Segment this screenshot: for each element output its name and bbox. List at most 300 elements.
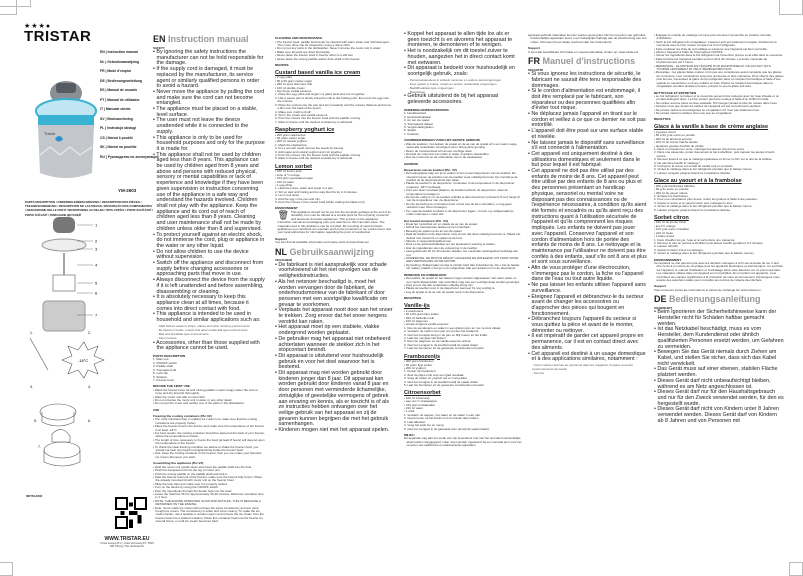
subheading: Support [275, 236, 287, 241]
ice-cream-maker-photo [32, 55, 100, 185]
figure-number: 2. [88, 331, 91, 335]
safety-bullet: • Beim Ignorieren der Sicherheitshinweise kann der Hersteller nicht für Schäden haftbar gemacht werden. [654, 310, 784, 327]
language-entry: PL | Instrukcja obsługi [100, 126, 137, 130]
text-line: • 60 gram fijne suiker [404, 362, 433, 367]
safety-bullet: • Il est impératif de garder cet appareil propre en permanence, car il est en contact direct avec des aliments. [528, 334, 648, 351]
instruction-bullet: • For best results, the cooling container should be placed at the back of your freezer, where the temperature is lowest. [153, 432, 265, 439]
text-line: • 100 ml double cream [275, 85, 305, 90]
text-line: • 200 ml semi skimmed milk [275, 82, 313, 87]
instruction-bullet: • OPMERKING: DE MOTOR DRAAIT LANGZAAM EN RATELEND, DIT KOMT DOOR EEN VERTRAGING OP DE MOTOR. [404, 257, 522, 264]
svg-text:Tristar: Tristar [44, 131, 56, 136]
text-line: U kunt alle beschikbare informatie en reserveonderdelen vinden op: www.tristar.eu! [528, 49, 639, 54]
instruction-bullet: • Faire coulisser les clips de verrouillage et s'assurer que l'appareil est bien verrouillé. [654, 48, 784, 51]
safety-bullet: • Dieses Gerät darf nicht unbeaufsichtigt bleiben, während es am Netz angeschlossen ist. [654, 379, 784, 390]
subheading: RECEPTEN [404, 296, 421, 301]
svg-text:-18°C: -18°C [78, 358, 89, 363]
text-line: 5. Verser le mélange dans le bol réfrigérant (pendant que le batteur tourne). [654, 251, 755, 256]
sub-bullet: - Boerderijen. [404, 90, 522, 94]
language-entry: EN | Instruction manual [100, 50, 138, 54]
language-entry: SK | Návod na použitie [100, 145, 137, 149]
instruction-bullet: • Leave the machine ON for approximately 20-40 minutes. Maximum operation time is 1 hour. [153, 493, 265, 500]
section-title-text: Manuel d'instructions [542, 56, 636, 67]
text-line: • 200 ml de lait demi écrémé [654, 136, 692, 141]
part-number: 7 [95, 312, 98, 318]
text-line: • 210 g de sucre cristallisé [654, 227, 689, 232]
text-line: 4. Laat het mengsel niet koken! [404, 335, 446, 340]
instruction-bullet: • Never place the mixing paddle and/or drive shaft in the freezer. [275, 58, 393, 61]
recipe-title: Lemon sorbet [275, 163, 312, 170]
text-line: • 2 eierdooiers [404, 308, 424, 313]
section-label: VEILIGHEID [275, 258, 293, 263]
safety-bullet: • This appliance shall not be used by children aged less than 8 years. This appliance can be used by children aged from 8 years and above and persons with reduced physical, sensory or mental capabilities or lack of experience and knowledge if they have been given supervision or instruction concerning use of the appliance in a safe way and understand the hazards involved. Children shall not play with the appliance. Keep the appliance and its cord out of reach of children aged less than 8 years. Cleaning and user maintenance shall not be made by children unless older than 8 and supervised. [153, 153, 265, 233]
instruction-bullet: • Never place the freezer bowl in freezer when it is still wet. [275, 54, 393, 57]
sub-bullet: - Staff kitchen areas in shops, offices and other working environments. [153, 324, 265, 328]
language-entry: PT | Manual de utilizador [100, 97, 140, 102]
instruction-bullet: • Draai het motorblok om en plaats de as van de spatel. [404, 223, 522, 226]
text-line: • 210 gram granulated sugar [275, 176, 313, 181]
part-number: 2 [95, 238, 98, 244]
instruction-bullet: • Do not put any parts in the dishwasher. Never immerse the motor unit in water. [275, 47, 393, 50]
text-line: 1. Place the egg yolks and sugar in a glass bowl and mix it together. [275, 92, 366, 97]
sub-bullet: - Fermes. [528, 371, 648, 375]
text-line: 4. Voeg het eiwit toe en meng. [404, 423, 445, 428]
text-line: 2. Zeef de pitjes eruit voor een glad resultaat. [404, 372, 465, 377]
instruction-bullet: • Plaats de koelbol in de diepvriezer. Controleer of de temperatuur in de diepvriezer ongeveer -18°C bedraagt. [404, 182, 522, 189]
text-line: 4. Ajouter le blanc d'œuf et mélanger. [654, 247, 704, 252]
section-title [528, 56, 648, 66]
instruction-bullet: • Pour the ingredients through the feeder hole into the bowl. [153, 490, 265, 493]
instruction-bullet: • Place the freezer bowl in the freezer and make sure the temperature of the freezer is at least -18°C. [153, 425, 265, 432]
text-line: 6. Spatel [404, 128, 416, 133]
instruction-bullet: • Assurez-vous que toutes les parties de l'appareil ont été correctement séchées. [654, 105, 784, 108]
text-line: • 50 à 60 gram caster sugar [275, 78, 312, 83]
safety-bullet: • The appliance must be placed on a stable, level surface. [153, 107, 265, 118]
text-line: 1. Doe de eierdooiers en suiker in een glazen kom en mix ze door elkaar. [404, 325, 502, 330]
text-line: 2. Verwarm de melk in een pan tot net aan het kookpunt. [404, 329, 480, 334]
instruction-bullet: • To check the ideal freezing condition we advise to shake the freezer bowl, you should not hear any liquid moving/sloshing inside the freezer bowl. [153, 446, 265, 453]
subheading: ONDERDELENBESCHRIJVING [404, 107, 449, 112]
safety-bullet: • Cet appareil est destiné à un usage domestique et à des applications similaires, notamment : [528, 352, 648, 363]
text-line: 4. Transparent lid [153, 367, 177, 372]
instruction-bullet: • Ne jamais mettre le batteur et/ou son axe au congélateur. [654, 112, 784, 115]
language-code: EN [153, 34, 166, 44]
text-line: 1. Hoofdeenheid [404, 111, 427, 116]
instruction-bullet: • Leg de spatel of de as van de spatel nooit in de diepvriezer. [404, 291, 522, 294]
section-title-text: Bedienungsanleitung [669, 294, 761, 305]
safety-bullet: • Als het netsnoer beschadigd is, moet het worden vervangen door de fabrikant, de onderhoudsmonteur van de fabrikant of door personen met een soortgelijke kwalificatie om gevaar te voorkomen. [275, 280, 393, 309]
text-line: 1. Dans un récipient en verre, mélanger les jaunes d'œuf et le sucre. [654, 146, 745, 151]
environment-text [275, 211, 393, 235]
text-line: 4. Pour the mixture into the freezer bowl with the paddle running. [275, 153, 361, 158]
crop-mark [0, 0, 31, 7]
text-line: 5. Laisser congeler jusqu'à obtenir la consistance désirée. [654, 207, 731, 212]
text-line: 1. Mash the raspberries. [275, 142, 308, 147]
section-label: SÉCURITÉ [528, 67, 544, 72]
text-line: • 60 g de sucre en poudre [654, 187, 689, 192]
text-line: • 100 ml de crème fraîche liquide [654, 140, 698, 145]
recipe-title: Glace à la vanille à base de crème anglaise [654, 124, 769, 131]
section-label: SICHERHEIT [654, 305, 673, 310]
text-line: 1. Heat the juices, water and sugar in a pan. [275, 186, 334, 191]
safety-bullet: • Si le cordon d'alimentation est endommagé, il doit être remplacé par le fabricant, son réparateur ou des personnes qualifiées afin d'éviter tout risque. [528, 89, 648, 112]
text-line: 2. Aan/uitschakelaar [404, 114, 432, 119]
text-line: 7. Laisser congeler jusqu'à obtenir la consistance désirée. [654, 170, 731, 175]
subheading: RECIPES [275, 62, 289, 67]
recipe-title: Glace au yaourt et à la framboise [654, 178, 742, 185]
section-title-text: Instruction manual [168, 34, 249, 44]
instruction-bullet: • De koelbol, de spatel en het deksel mogen worden afgewassen met warm water en een zacht afwasmiddel. Het motorblok mag met een vochtige doek worden gereinigd. [404, 277, 522, 284]
part-number: 3 [95, 246, 98, 252]
instruction-bullet: • Hint: Keep the cooling container in the freezer, then you can make your favourite ice cream whenever you want. [153, 452, 265, 459]
text-line: 5. Vergrendelingsklem [404, 124, 434, 129]
subheading: Diepvriezen van de koelbol (Pic. V2) [404, 167, 457, 172]
text-line: 1. Verwarm de sappen, het water en de suiker in een pan. [404, 412, 481, 417]
parts-description-caption: PARTS DESCRIPTION / ONDERDELENBESCHRIJVING / DESCRIPTION DES PIÈCES / TEILEBESCHREIBUNG / DESCRIPCIÓN DE LAS PIEZAS / DESCRIÇÃO DOS COMPONENTES / DESCRIZIONE DELLE PARTI / BESKRIVNING AV DELAR / OPIS CZĘŚCI / POPIS SOUČÁSTÍ / POPIS SÚČASTÍ / ОПИСАНИЕ ДЕТАЛЕЙ [25, 200, 153, 217]
text-line: • few drops vanilla essence [275, 89, 312, 94]
recipe-title: Raspberry yoghurt ice [275, 127, 335, 134]
text-line: • 60 gram caster sugar [275, 136, 306, 141]
instruction-bullet: • Note: home made ice cream will not have the same consistency as hard, store bought ice cream. The consistency is softer and more creamy. To make the ice cream harder, use a spatula or wooden spoon and remove the ice cream from the freezer bowl into a sealed container. Place this container back into the freezer for several hours, or until ice cream becomes hard. [153, 507, 265, 524]
section-title [275, 247, 393, 257]
text-line: 2. Pour une consistance plus douce, retirer les graines à l'aide d'une passoire. [654, 197, 758, 202]
instruction-bullet: • Om de bevriezing te controleren kunt u best met de kom schudden, u mag geen vloeistof meer horen bewegen. [404, 203, 522, 210]
instruction-bullet: • Tip: Laat de koelbol constant in de diepvriezer liggen, zo kunt u je zelfgemaakt ijs maken wanneer u maar wilt. [404, 210, 522, 217]
instruction-bullet: • Engager le module de mélange sur l'axe puis retourner l'ensemble en position normale d'utilisation. [654, 34, 784, 41]
subheading: Het toestel monteren (Pic. V3) [404, 218, 448, 223]
instruction-bullet: • Allumer l'appareil à l'aide de l'interrupteur ON/OFF. [654, 51, 784, 54]
safety-bullet: • De gebruiker mag het apparaat niet onbeheerd achterlaten wanneer de stekker zich in het stopcontact bevindt. [275, 337, 393, 354]
text-line: 7. Laat het bevriezen tot de gewenste consistentie is bereikt. [404, 346, 485, 351]
instruction-bullet: • De belangrijkste stap om ijs te maken is het correct diepvriezen van de koelbol. De vloeistof tussen de wanden van de koelbol moet volledig bevroren zijn voordat je de koelbol uit de diepvriesruimte kan halen. [404, 172, 522, 182]
instruction-bullet: • Verser les ingrédients dans le bol réfrigérant via l'ouverture prévue à cet effet dans le couvercle. [654, 54, 784, 57]
text-line: 5. Allow to freeze until the desired consistency is achieved. [275, 156, 354, 161]
subheading: MILIEU [404, 432, 415, 437]
safety-bullet: • Dit apparaat is uitsluitend voor huishoudelijk gebruik en voor het doel waarvoor het is bestemd. [275, 354, 393, 371]
text-line: 3. Voeg de suiker en yoghurt toe en meng alles. [404, 376, 468, 381]
text-line: 3. Ajouter le sucre et le yaourt nature puis mélanger le tout. [654, 200, 733, 205]
subheading: Support [654, 284, 666, 289]
text-line: 2. Use a sauce pan to slowly bring the milk to the boiling point, then pour the egg onto the mixture. [275, 95, 389, 104]
text-line: 6. Giet het mengsel in de koelbol terwijl de spatel draait. [404, 342, 479, 347]
instruction-bullet: • Do not put the motor and neither one of the parts in the dishwasher. [153, 402, 265, 405]
column-fr [528, 34, 648, 564]
text-line: • 200 g de framboises fraîches [654, 183, 695, 188]
text-line: • 50 à 60 g de sucre en poudre [654, 133, 696, 138]
safety-bullet: • Débranchez toujours l'appareil du secteur si vous quittez la pièce et avant de le monter, démonter ou nettoyer. [528, 317, 648, 334]
safety-bullet: • Dieses Gerät darf nicht von Kindern unter 8 Jahren verwendet werden. Dieses Gerät darf von Kindern ab 8 Jahren und von Personen mit [654, 407, 784, 424]
text-line: 7. Allow to freeze until the desired consistency is achieved. [275, 119, 354, 124]
safety-bullet: • It is absolutely necessary to keep this appliance clean at all times, because it comes into direct contact with food. [153, 295, 265, 312]
figure-number: 6. [88, 419, 91, 423]
text-line: You can find all available information and spare parts at www.tristar.eu! [275, 240, 369, 245]
text-line: 5. Incorporer la crème et l'extrait de vanille tout en remuant. [654, 164, 734, 168]
text-line: • juice of ½ orange [275, 172, 300, 177]
safety-bullet: • Cet appareil ne doit pas être utilisé par des enfants de moins de 8 ans. Cet appareil peut être utilisé par des enfants de 8 ans ou plus et des personnes présentant un handicap physique, sensoriel ou mental voire ne disposant pas des connaissances ou de l'expérience nécessaires, à condition qu'ils aient été formés et encadrés ou qu'ils aient reçu des instructions quant à l'utilisation sécurisée de l'appareil et qu'ils comprennent les risques impliqués. Les enfants ne doivent pas jouer avec l'appareil. Conservez l'appareil et son cordon d'alimentation hors de portée des enfants de moins de 8 ans. Le nettoyage et la maintenance par l'utilisateur ne doivent pas être confiés à des enfants, sauf s'ils ont 8 ans et plus et sont sous surveillance. [528, 169, 648, 266]
instruction-bullet: • Sortir le bol réfrigérant du congélateur, s'assurer qu'il est totalement congelé. Positionner le couvercle avec le bloc moteur complet sur le bol réfrigérant. [654, 41, 784, 48]
instruction-bullet: • Schuif het transparante deksel op het motorblok. [404, 226, 522, 229]
text-line: 2. Goed roeren tot het kookt en 2-3 minuten laten koken. [404, 416, 480, 421]
column-en-nl [275, 34, 393, 564]
text-line: 5. Laat het bevriezen tot de gewenste consistentie is bereikt. [404, 382, 485, 387]
instruction-bullet: • Bevestig de spatel op de as van de spatel. [404, 230, 522, 233]
language-entry: DE | Bedienungsanleitung [100, 78, 143, 83]
text-line: 3. Add sugar and natural yoghurt and mix together. [275, 149, 343, 154]
text-line: 3. As van de spatel [404, 118, 430, 123]
text-line: • quelques gouttes d'extrait de vanille [654, 143, 704, 148]
text-line: • 2 egg yolks [275, 75, 293, 80]
instruction-bullet: • Make sure all parts are dried thoroughly. [275, 51, 393, 54]
subheading: Assembling the appliance (Pic.V3) [153, 461, 204, 466]
instruction-bullet: • Druk op de aan/uitschakelaar om het apparaat in werking te stellen. [404, 243, 522, 246]
safety-bullet: • This appliance is only to be used for household purposes and only for the purpose it is made for. [153, 136, 265, 153]
instruction-bullet: • Wipe the motor unit with a moist cloth. [153, 396, 265, 399]
instruction-bullet: • Faire fonctionner l'appareil pendant environ 20 à 40 minutes. La durée maximale de fonctionnement est 1 heure. [654, 58, 784, 65]
text-line: • 210 ml water [404, 406, 424, 411]
subheading: BEFORE THE FIRST USE [153, 384, 190, 389]
text-line: • 1 eiwit [404, 409, 415, 414]
instruction-bullet: • Plaats de koelbol nooit in de diepvriezer wanneer hij nog vochtig is. [404, 287, 522, 290]
text-line: 7. Koelkom [404, 131, 420, 136]
language-entry: SV | Bruksanvisning [100, 116, 133, 121]
subheading: ENVIRONMENT [275, 206, 298, 211]
language-index [100, 50, 159, 164]
exploded-parts-diagram [35, 215, 105, 335]
text-line: 3. Place the mixture into the pan and stir constantly until the mixture thickens and forms a film over the back of the spoon. [275, 102, 392, 111]
weee-bin-icon: 🗑 [277, 209, 289, 220]
recipe-title: Citroensorbet [404, 390, 441, 397]
document-code: IM/YM-2603 [26, 494, 43, 498]
part-number: 6 [95, 290, 98, 296]
subheading: USE [153, 407, 160, 412]
instruction-bullet: • Neem de motoreenheid af met een vochtige doek. [404, 150, 522, 153]
language-entry: FR | Mode d'emploi [100, 69, 131, 73]
safety-bullet: • To protect yourself against an electric shock, do not immerse the cord, plug or appliance in the water or any other liquid. [153, 233, 265, 250]
safety-bullet: • Dit apparaat is bedoeld voor huishoudelijk en soortgelijk gebruik, zoals: [404, 66, 522, 77]
language-entry: ES | Manual de usuario [100, 88, 138, 92]
text-line: • 200 gram raspberries [275, 132, 306, 137]
text-line: • 210 ml water [275, 179, 295, 184]
text-line: 4. Transparant deksel [404, 121, 433, 126]
instruction-bullet: • Dompel de motorunit niet onder in water of andere vloeistoffen. [404, 153, 522, 156]
sub-bullet: - Coins cuisine réservés au personnel dans les magasins, bureaux et autres environnements de travail. [528, 363, 648, 371]
company-address: Tristar Europe B.V. | Jules Verneweg 87 | 5015 BM Tilburg | The Netherlands [100, 542, 154, 549]
safety-bullet: • By ignoring the safety instructions the manufacturer can not be hold responsible for the damage. [153, 50, 265, 67]
safety-bullet: • Koppel het apparaat te allen tijde los als er geen toezicht is en alvorens het apparaat te monteren, te demonteren of te reinigen. [404, 32, 522, 49]
environment-paragraph: This appliance should not be put into the domestic garbage at the end of its durability, but must be offered at a central point for the recycling of electric and electronic domestic appliances. This symbol on the appliance, instruction manual and packaging puts your attention to this important issue. The materials used in this appliance can be recycled. By recycling of used domestic appliances you contribute an important push to the protection of our environment. Ask your local authorities for information regarding the point of recollection. [277, 209, 392, 235]
text-line: • 50 à 60 gram fijne suiker [404, 312, 439, 317]
part-number: 1 [95, 222, 98, 228]
text-line: 3. Giet het mengsel terug in de pan en blijf roeren tot het indikt. [404, 332, 488, 337]
subheading: VOORBEREIDINGEN VOOR HET EERSTE GEBRUIK [404, 138, 480, 143]
subheading: Freezing the cooling containers (Pic.V2) [153, 413, 212, 418]
subheading: PARTS DESCRIPTION [153, 353, 186, 358]
text-line: • 200 gram frambozen [404, 359, 434, 364]
safety-bullet: • L'appareil doit être posé sur une surface stable et nivelée. [528, 129, 648, 140]
text-line: 3. Paddle shaft [153, 364, 174, 369]
text-line: • 100 ml citroensap [404, 395, 430, 400]
text-line: 3. Let it cool down. [275, 193, 301, 198]
language-code: NL [275, 246, 287, 257]
safety-bullet: • Do not allow children to use the device without supervision. [153, 250, 265, 261]
safety-bullet: • Afin de vous protéger d'une électrocution, n'immergez pas le cordon, la fiche ou l'appareil dans de l'eau ou tout autre liquide. [528, 266, 648, 283]
sub-bullet: - Door gasten in hotels, motels en andere residentiële omgevingen. [404, 82, 522, 86]
instruction-bullet: • Slide the lock clips and make sure it is properly locked. [153, 483, 265, 486]
instruction-bullet: • REMARQUE : LE MOTEUR EST ÉQUIPÉ D'UN RALENTISSEUR. CE QUI FAIT QU'IL TOURNE LENTEMENT ET PEUT SEMBLER BRUYANT. [654, 65, 784, 72]
safety-bullet: • Het is noodzakelijk om dit toestel zuiver te houden, aangezien het in direct contact komt met eetwaren. [404, 49, 522, 66]
crop-mark [779, 0, 803, 15]
usage-illustrations [28, 330, 150, 480]
text-line: 5. Stir in the cream and vanilla essence. [275, 112, 329, 117]
recipe-title: Sorbet citron [654, 214, 689, 221]
instruction-bullet: • Remarque : les glaces faites maison n'ont pas une consistance aussi compacte que les glaces du commerce. Leur consistance sera plus onctueuse et plus crémeuse. Pour obtenir des glaces plus fermes, transvasez la glace du bol réfrigérant dans un récipient hermétique à l'aide d'une spatule en caoutchouc ou d'une cuillère en bois. Placez ce récipient hermétique dans le congélateur pendant plusieurs heures, jusqu'à ce que la glace soit dure. [654, 71, 784, 88]
text-line: 6. Spatula [153, 374, 167, 379]
website-link[interactable]: WWW.TRISTAR.EU [104, 536, 150, 542]
instruction-bullet: • Zorg ervoor dat alle onderdelen volledig droog zijn. [404, 284, 522, 287]
text-line: 3. Laisser refroidir. [654, 244, 679, 249]
instruction-bullet: • Doe de motorunit en de onderdelen niet in de vaatwasser. [404, 156, 522, 159]
instruction-bullet: • Giet de ingrediënten door de vulopening in de koelbol. [404, 247, 522, 250]
figure-number: 4. [88, 385, 91, 389]
text-line: 2. Dans une casserole, porter doucement le lait à ébullition, puis rajouter les jaunes d'œufs sucrés. [654, 150, 775, 158]
instruction-bullet: • Ne jamais mettre le bol réfrigérant au congélateur s'il n'est pas totalement sec. [654, 109, 784, 112]
text-line: 4. Make sure it will not boil! [275, 109, 312, 114]
instruction-bullet: • Push the transparent lid into the leg of motor unit. [153, 469, 265, 472]
instruction-bullet: • Ne mettez aucune pièce au lave-vaisselle. N'immergez jamais le bloc du moteur dans l'eau. [654, 102, 784, 105]
instruction-bullet: • Le bol réfrigérant, le batteur et le couvercle peuvent être nettoyés avec de l'eau chaude et un produit détergent doux. Le bloc moteur peut être nettoyé à l'aide d'un chiffon humide. [654, 95, 784, 102]
sub-bullet: - Farm houses. [153, 336, 265, 340]
text-line: 2. ON/OFF switch [153, 360, 177, 365]
safety-bullet: • Ist das Netzkabel beschädigt, muss es vom Hersteller, dem Kundendienst oder ähnlich qualifizierten Personen ersetzt werden, um Gefahren zu vermeiden. [654, 327, 784, 350]
language-code: DE [654, 294, 667, 305]
text-line: • 1 egg white [275, 183, 293, 187]
safety-bullet: • Accessories, other than those supplied with the appliance cannot be used. [153, 341, 265, 352]
safety-bullet: • Switch off the appliance and disconnect from supply before changing accessories or approaching parts that move in use. [153, 261, 265, 278]
text-line: • 100 ml lemon juice [275, 169, 302, 174]
subheading: REINIGING EN ONDERHOUD [404, 272, 447, 277]
text-line: 2. Remuer le tout en portant à ébullition puis laisser bouillir pendant 2 à 3 minutes. [654, 240, 764, 245]
language-code: FR [528, 56, 540, 67]
recipe-title: Frambozenijs [404, 353, 441, 360]
column-fr-de [654, 34, 784, 544]
column-en [153, 32, 265, 552]
text-line: • 200 ml yoghurt [404, 365, 426, 370]
text-line: 1. Faire chauffer les jus, l'eau et le sucre dans une casserole. [654, 237, 736, 242]
safety-bullet: • Gebruik uitsluitend de bij het apparaat geleverde accessoires. [404, 94, 522, 105]
safety-bullet: • Dit apparaat mag niet worden gebruikt door kinderen jonger dan 8 jaar. Dit apparaat kan worden gebruikt door kinderen vanaf 8 jaar en door personen met verminderde lichamelijke, zintuiglijke of geestelijke vermogens of gebrek aan ervaring en kennis, als er toezicht is of als ze instructies hebben ontvangen over het veilige gebruik van het apparaat en zij de gevaren kunnen begrijpen die met het gebruik samenhangen. [275, 371, 393, 428]
subheading: CLEANING AND MAINTENANCE [275, 36, 323, 40]
recipe-title: Vanille-ijs [404, 303, 430, 310]
section-label: SAFETY [153, 45, 165, 50]
part-number: 4 [95, 262, 98, 268]
instruction-bullet: • Take the freezer bowl out of the freezer, make sure the bowl is fully frozen. Place the already mounted lid with motor unit on the freezer bowl. [153, 476, 265, 483]
text-line: Dit apparaat mag aan het einde van zijn levensduur niet met het normale huishoudelijke afval worden weggegooid, maar moet worden ingeleverd bij een centraal punt voor het recyclen van elektrische en elektronische apparaten. [404, 436, 522, 448]
language-entry: CS | Návod k použití [100, 135, 133, 140]
crop-mark [789, 562, 803, 576]
subheading: RECETTES [654, 117, 671, 122]
section-title-text: Gebruiksaanwijzing [289, 246, 375, 257]
instruction-bullet: • Voor een beter resultaat plaatst u de koelbol achterin de diepvriezer, waar de temperatuur het laagst is. [404, 189, 522, 196]
instruction-bullet: • Turn on the device by using the ON/OFF switch. [153, 486, 265, 489]
safety-bullet: • Kinderen mogen niet met het apparaat spelen. [275, 428, 393, 434]
text-line: 1. Main unit [153, 357, 169, 362]
text-line: 5. Giet het mengsel in de gekoelde kom (terwijl de spatel draait). [404, 426, 490, 431]
text-line: 5. Lock clip [153, 371, 169, 376]
safety-bullet: • Verplaats het apparaat nooit door aan het snoer te trekken. Zorg ervoor dat het snoer nergens verstrikt kan raken. [275, 308, 393, 325]
text-line: apparaat gebruikt materialen kunnen worden gerecycled. Met het recyclen van gebruikte huishoudelijke apparaten levert u een belangrijke bijdrage aan de bescherming van ons milieu. Informeer bij uw lokale overheid naar het inzamelpunt. [528, 33, 647, 44]
text-line: • 100 ml slagroom [404, 318, 429, 323]
language-entry: NL | Gebruiksaanwijzing [100, 59, 140, 64]
safety-bullet: • This appliance is intended to be used in household and similar applications such as: [153, 312, 265, 323]
text-line: 4. Add the egg in the pan and mix. [275, 196, 321, 201]
instruction-bullet: • NOTE: THE ENGINE OPERATES SLOW AND RATTLES. THIS IS BECAUSE A RETARDER ON THE ENGINE. [153, 500, 265, 507]
logo-stars: ★★★● [24, 23, 52, 30]
safety-bullet: • The user must not leave the device unattended while it is connected to the supply. [153, 118, 265, 135]
safety-bullet: • Always disconnect the device from the supply if it is left unattended and before assembling, disassembling or cleaning. [153, 278, 265, 295]
safety-bullet: • Never move the appliance by pulling the cord and make sure the cord can not become entangled. [153, 90, 265, 107]
sub-bullet: - Bed and breakfast type environments. [153, 332, 265, 336]
brand-logo [24, 22, 104, 44]
safety-bullet: • De fabrikant is niet aansprakelijk voor schade voortvloeiend uit het niet opvolgen van de veiligheidsinstructies. [275, 263, 393, 280]
subheading: ENVIRONNEMENT [654, 257, 682, 262]
figure-number: 3. [30, 385, 33, 389]
safety-bullet: • Het apparaat moet op een stabiele, vlakke ondergrond worden geplaatst. [275, 325, 393, 336]
safety-bullet: • Cet appareil est uniquement destiné à des utilisations domestiques et seulement dans le but pour lequel il est fabriqué. [528, 152, 648, 169]
instruction-bullet: • Hold the motor unit upside down and insert the paddle shaft into the hole. [153, 466, 265, 469]
part-number: 5 [95, 280, 98, 286]
safety-bullet: • Ne laissez jamais le dispositif sans surveillance s'il est connecté à l'alimentation. [528, 141, 648, 152]
text-line: 5. Pour the mixture in the cooled bowl (while making the blade turn). [275, 200, 366, 205]
figure-number: 1. [30, 331, 33, 335]
crop-mark [0, 562, 13, 576]
text-line: 7. Freezer bowl [153, 377, 174, 382]
instruction-bullet: • De tijd die nodig is om de koelbol volledig te laten bevriezen (minstens 8 uur) hangt af van de temperatuur van uw diepvriezer. [404, 196, 522, 203]
footer [98, 536, 156, 549]
safety-bullet: • Ne pas laisser les enfants utiliser l'appareil sans surveillance. [528, 283, 648, 294]
instruction-bullet: • Was de koelkom, het deksel, de spatel en de as van de spatel af in een warm sopje, spoel alle onderdelen vervolgens af en droog deze grondig. [404, 143, 522, 150]
model-number: YM-2603 [118, 188, 137, 193]
instruction-bullet: • Push the mixing paddle on the paddle shaft and lock it. [153, 473, 265, 476]
instruction-bullet: • Wash the freezer bowl, lid and mixing paddle in warm soapy water. Be sure to rinse and dry all parts thoroughly. [153, 389, 265, 396]
column-nl [404, 32, 522, 562]
instruction-bullet: • Opmerking: Zelfgemaakt roomijs is minder hard dan industrieel ijs. Als u het ijs harder wil maken, plaatst u het ijs in een afgesloten bak een aantal uren in de diepvriezer. [404, 264, 522, 271]
sub-bullet: - By clients in hotels, motels and other residential type environments. [153, 328, 265, 332]
instruction-bullet: • The freezer bowl, paddle and lid can be cleaned with warm water and mild detergent. The motor drive can be cleaned by using a damp cloth. [275, 41, 393, 48]
safety-bullet: • If the supply cord is damaged, it must be replaced by the manufacturer, its service agent or similarly qualified persons in order to avoid a hazard. [153, 67, 265, 90]
language-entry: RU | Руководство по эксплуатации [100, 154, 159, 159]
text-line: • 200 ml de yaourt nature [654, 190, 688, 195]
instruction-bullet: • Laat gedurende 20 tot 40 minuten draaien. De maximale werkingsduur bedraagt één uur. [404, 250, 522, 257]
text-line: Vous trouverez toutes les informations et pièces de rechange sur www.tristar.eu ! [654, 287, 762, 292]
subheading: GEBRUIK [404, 161, 419, 166]
text-line: 1. Écraser les framboises. [654, 193, 689, 198]
safety-bullet: • Dieses Gerät darf nur für den Haushaltsgebrauch und nur für den Zweck verwendet werden, für den es hergestellt wurde. [654, 390, 784, 407]
text-line: 3. Laat afkoelen. [404, 419, 427, 424]
language-entry: IT | Manuale utente [100, 107, 131, 111]
instruction-bullet: • Do not immerse the motor unit in water or any other liquid. [153, 399, 265, 402]
text-line: • 1 blanc d'œuf [654, 234, 674, 239]
qr-code[interactable] [116, 497, 146, 529]
instruction-bullet: • Sluit de 2 vergrendelingsklemmen. [404, 240, 522, 243]
instruction-bullet: • Haal de koelbol uit de diepvriezer zorg ervoor dat deze volledig bevroren is. Plaats het deksel met motorunit en spatel op de kom. [404, 233, 522, 240]
text-line: 6. Verser le mélange dans le bol réfrigérant pendant que le batteur tourne. [654, 167, 753, 172]
text-line: 4. Ne pas faire bouillir le mélange ! [654, 160, 701, 165]
section-title [654, 294, 784, 304]
text-line: • jus d'½ orange [654, 223, 676, 228]
recipe-title: Custard based vanilla ice cream [275, 69, 361, 76]
section-title [153, 34, 265, 44]
safety-bullet: • Éteignez l'appareil et débranchez-le du secteur avant de changer les accessoires ou d'approcher des pièces qui bougent en fonctionnement. [528, 295, 648, 318]
text-line: • enkele druppels vanille-essence [404, 322, 449, 327]
